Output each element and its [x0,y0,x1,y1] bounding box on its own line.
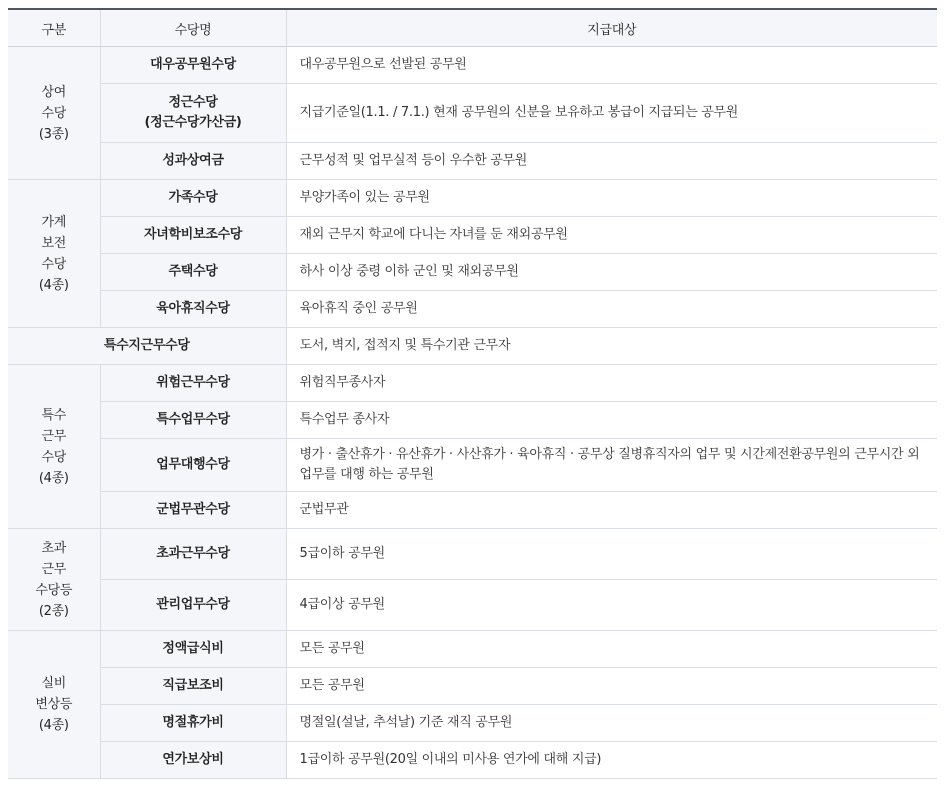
category-label: (4종) [38,718,69,733]
category-label: 상여 [41,84,67,100]
allowance-target: 병가 · 출산휴가 · 유산휴가 · 사산휴가 · 육아휴직 · 공무상 질병휴직자의 업무 및 시간제전환공무원의 근무시간 외 업무를 대행 하는 공무원 [286,439,937,492]
allowance-target: 대우공무원으로 선발된 공무원 [286,47,937,84]
allowance-name: 명절휴가비 [100,705,286,742]
table-row [8,705,937,742]
allowance-name: 업무대행수당 [100,439,286,492]
allowance-name: 특수업무수당 [100,402,286,439]
allowance-name: 주택수당 [100,254,286,291]
table-header-row [8,9,937,47]
category-label: 수당등 [35,582,73,598]
category-label: 실비 [41,676,67,691]
allowance-name-sub: (정근수당가산금) [144,115,242,130]
table-row [8,254,937,291]
category-label: 수당 [41,256,67,272]
allowance-target: 위험직무종사자 [286,365,937,402]
category-label: 특수 [41,407,67,423]
allowance-target: 부양가족이 있는 공무원 [286,180,937,217]
allowance-target: 4급이상 공무원 [286,580,937,631]
allowance-name: 직급보조비 [100,668,286,705]
allowance-name: 대우공무원수당 [100,47,286,84]
category-label: (4종) [38,277,69,293]
table-row [8,580,937,631]
allowance-name: 자녀학비보조수당 [100,217,286,254]
table-row [8,529,937,580]
allowance-target: 5급이하 공무원 [286,529,937,580]
header-allowance-name: 수당명 [100,9,286,47]
category-label: 근무 [41,428,67,444]
table-row [8,742,937,779]
category-label: 가계 [41,214,67,230]
category-cell [8,631,100,779]
category-label: 변상등 [35,697,73,712]
table-row [8,180,937,217]
table-row [8,328,937,365]
table-row [8,492,937,529]
header-category: 구분 [8,9,100,47]
allowance-name: 위험근무수당 [100,365,286,402]
table-row [8,631,937,668]
allowance-target: 명절일(설날, 추석날) 기준 재직 공무원 [286,705,937,742]
category-label: (4종) [38,470,69,486]
allowance-target: 근무성적 및 업무실적 등이 우수한 공무원 [286,143,937,180]
table-row [8,668,937,705]
allowance-target: 모든 공무원 [286,631,937,668]
allowance-name: 육아휴직수당 [100,291,286,328]
table-row [8,143,937,180]
category-label: 근무 [41,561,67,577]
allowance-name: 군법무관수당 [100,492,286,529]
category-label: 초과 [41,540,67,556]
allowance-name: 관리업무수당 [100,580,286,631]
allowance-name: 특수지근무수당 [8,328,286,365]
table-row [8,402,937,439]
allowance-name-cell [100,84,286,143]
category-cell [8,529,100,631]
allowance-name: 연가보상비 [100,742,286,779]
category-label: 수당 [41,105,67,121]
table-row [8,47,937,84]
header-target: 지급대상 [286,9,937,47]
table-row [8,439,937,492]
allowance-name: 성과상여금 [100,143,286,180]
allowance-target: 재외 근무지 학교에 다니는 자녀를 둔 재외공무원 [286,217,937,254]
allowance-target: 군법무관 [286,492,937,529]
table-row [8,291,937,328]
allowance-target: 지급기준일(1.1. / 7.1.) 현재 공무원의 신분을 보유하고 봉급이 지급되는 공무원 [286,84,937,143]
table-row [8,217,937,254]
category-label: (3종) [38,126,69,142]
category-cell [8,365,100,529]
category-label: 수당 [41,449,67,465]
allowance-target: 모든 공무원 [286,668,937,705]
table-row [8,84,937,143]
table-row [8,365,937,402]
allowance-table-container [8,8,937,779]
allowance-name: 정액급식비 [100,631,286,668]
allowance-target: 하사 이상 중령 이하 군인 및 재외공무원 [286,254,937,291]
category-label: (2종) [38,603,69,619]
category-label: 보전 [41,235,67,251]
allowance-name: 정근수당 [168,95,218,110]
allowance-name: 가족수당 [100,180,286,217]
allowance-target: 특수업무 종사자 [286,402,937,439]
allowance-target: 1급이하 공무원(20일 이내의 미사용 연가에 대해 지급) [286,742,937,779]
category-cell [8,180,100,328]
allowance-table [8,8,937,779]
category-cell [8,47,100,180]
allowance-name: 초과근무수당 [100,529,286,580]
allowance-target: 육아휴직 중인 공무원 [286,291,937,328]
allowance-target: 도서, 벽지, 접적지 및 특수기관 근무자 [286,328,937,365]
